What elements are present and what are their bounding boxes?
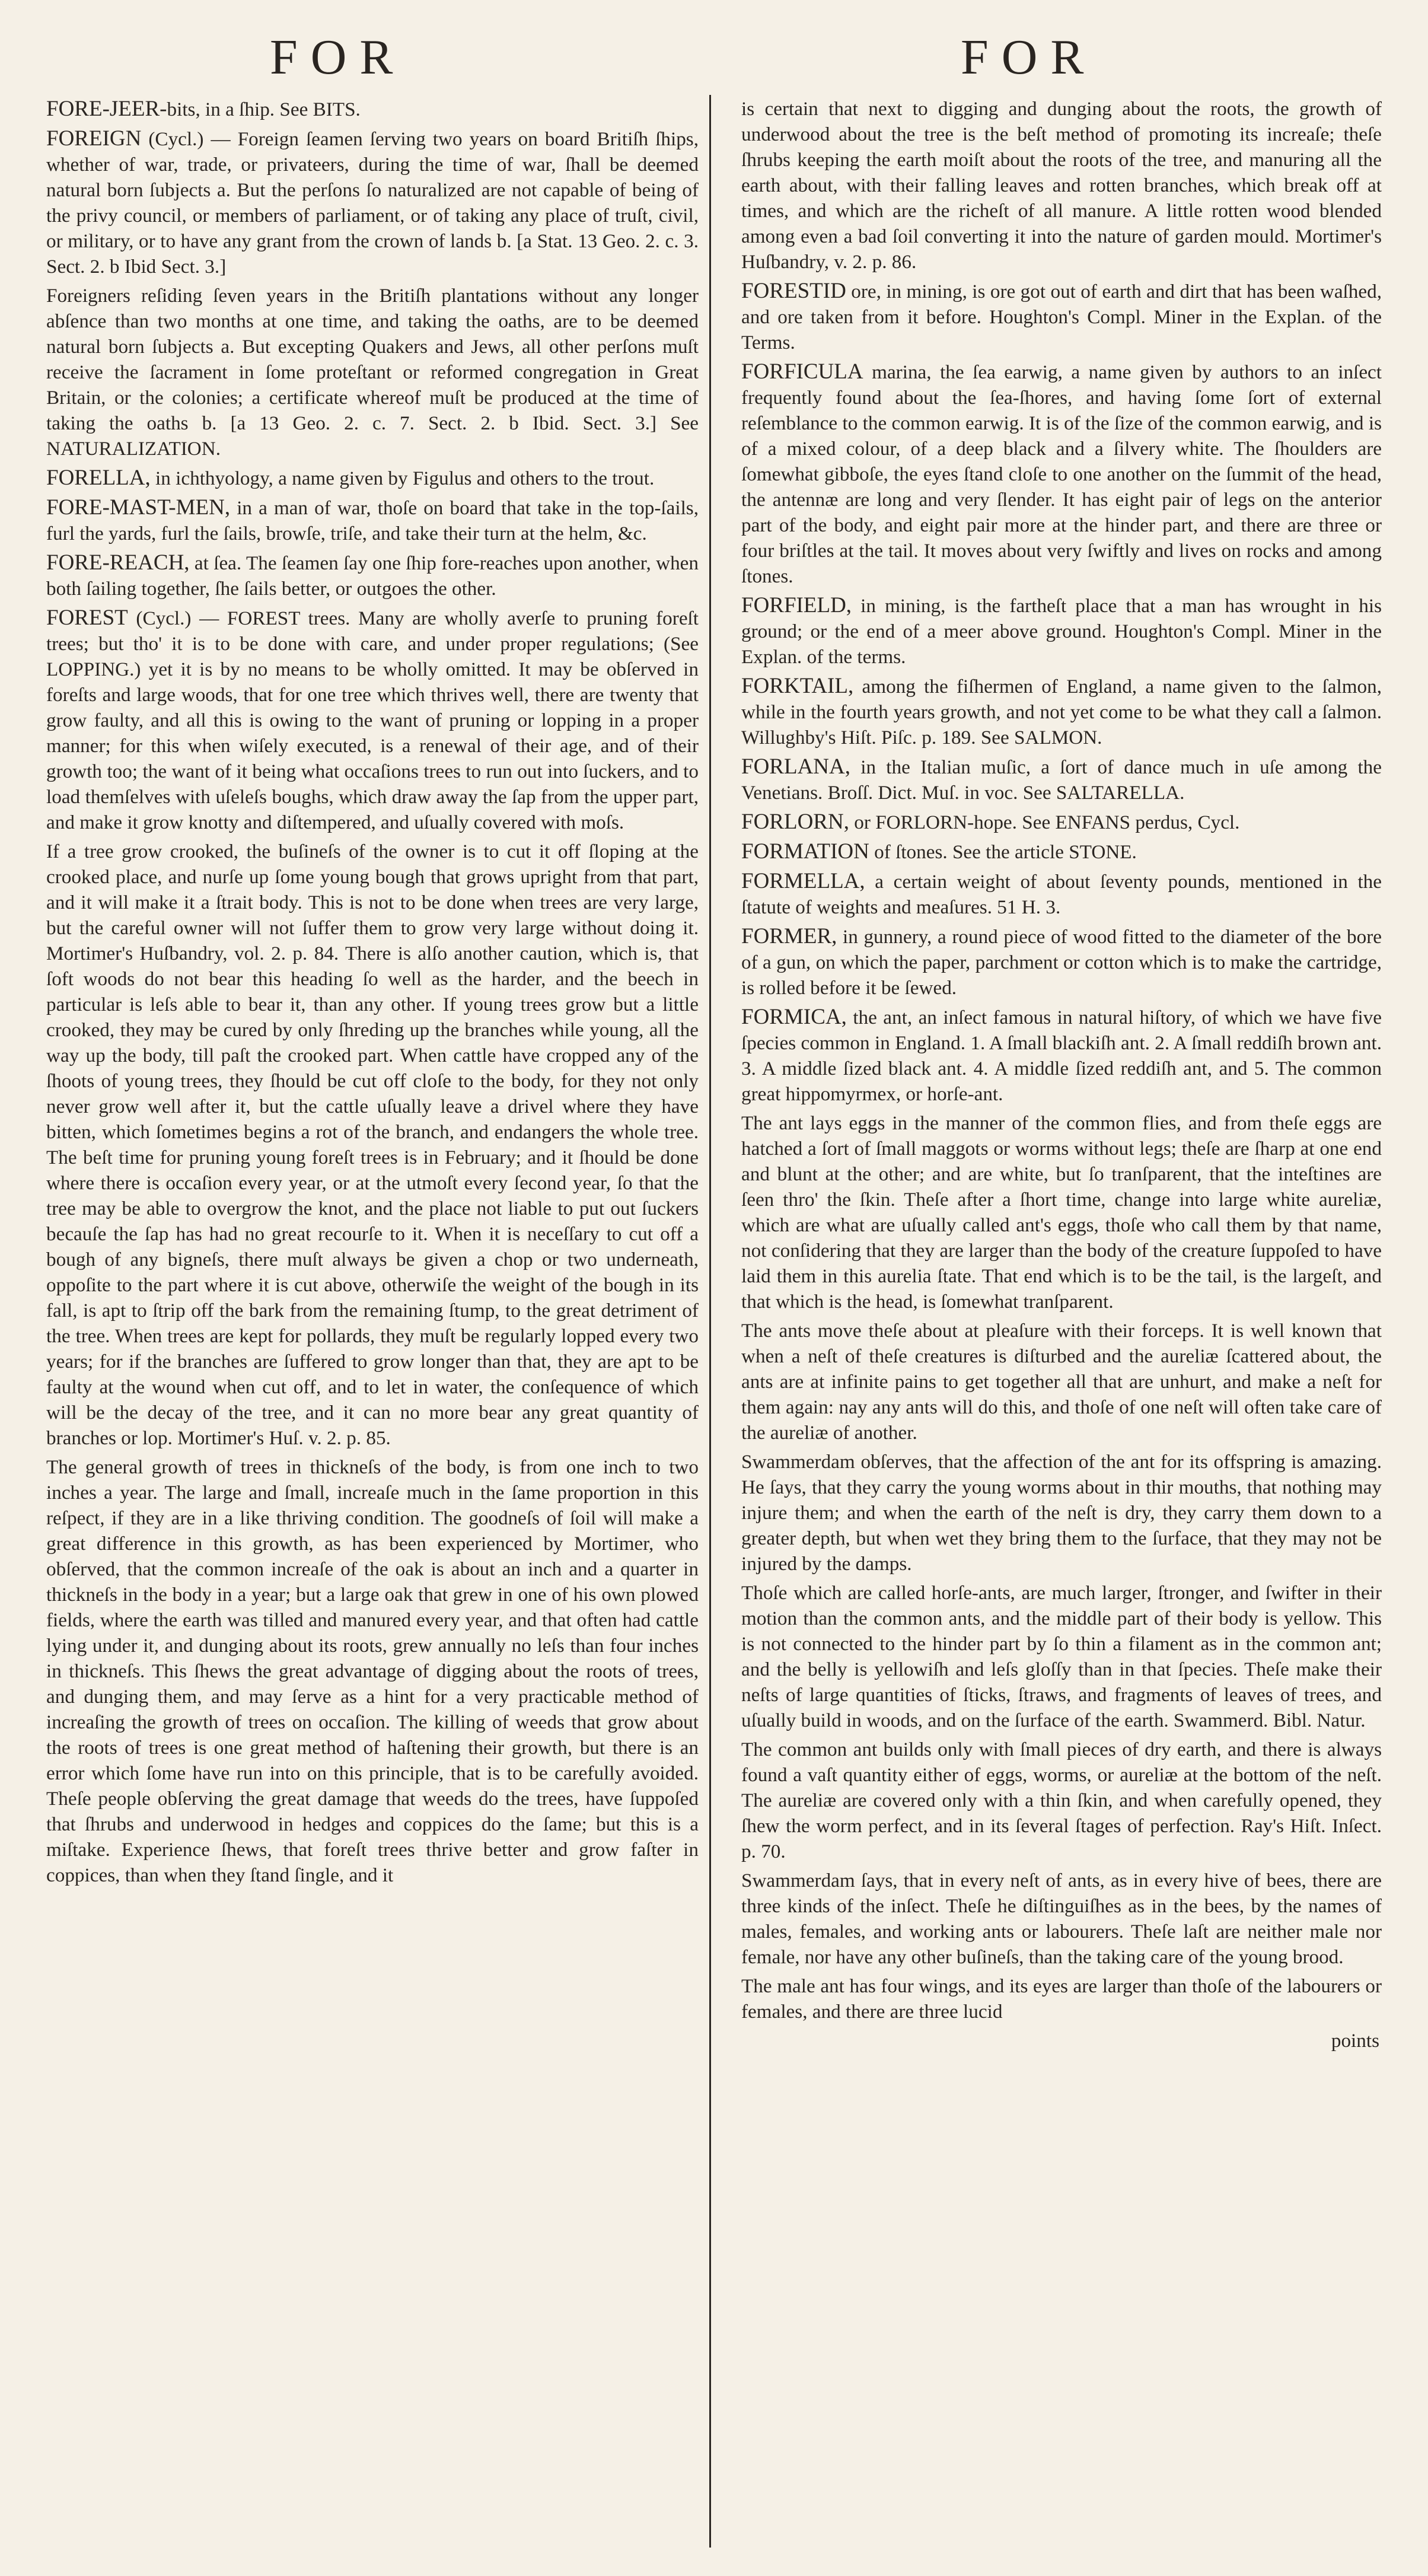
catchword: points	[1331, 2030, 1379, 2052]
entry-formica-cont-4: Thoſe which are called horſe-ants, are much larger, ſtronger, and ſwifter in their motion than the common ants, and the middle part of their body is yellow. This is not connected to the hinder part by ſo thin a filament as in the common ant; and the belly is yellowiſh and leſs gloſſy than in that ſpecies. Theſe make their neſts of large quantities of ſticks, ſtraws, and fragments of leaves of trees, and uſually build in woods, and on the ſurface of the earth. Swammerd. Bibl. Natur.	[741, 1582, 1382, 1731]
entry-forest: FOREST (Cycl.) — FOREST trees. Many are wholly averſe to pruning foreſt trees; but tho' it is to be done with care, and under proper regulations; (See LOPPING.) yet it is by no means to be wholly omitted. It may be obſerved in foreſts and large woods, that for one tree which thrives well, there are twenty that grow faulty, and all this is owing to the want of pruning or lopping in a proper manner; for this when wiſely executed, is a renewal of their age, and of their growth too; the want of it being what occaſions trees to run out into ſuckers, and to load themſelves with uſeleſs boughs, which draw away the ſap from the upper part, and make it grow knotty and diſtempered, and uſually covered with moſs.	[46, 606, 699, 833]
entry-forlana: FORLANA, in the Italian muſic, a ſort of dance much in uſe among the Venetians. Broſſ. Dict. Muſ. in voc. See SALTARELLA.	[741, 754, 1382, 804]
entry-forella: FORELLA, in ichthyology, a name given by Figulus and others to the trout.	[46, 466, 655, 490]
left-column	[46, 96, 699, 2558]
entry-formica-cont-1: The ant lays eggs in the manner of the common flies, and from theſe eggs are hatched a ſort of ſmall maggots or worms without legs; theſe are ſharp at one end and blunt at the other; and are white, but ſo tranſparent, that the inteſtines are ſeen thro' the ſkin. Theſe after a ſhort time, change into large white aureliæ, which are what are uſually called ant's eggs, thoſe who call them by that name, not conſidering that they are larger than the body of the creature ſuppoſed to have laid them in this aurelia ſtate. That end which is to be the tail, is the largeſt, and that which is the head, is ſomewhat tranſparent.	[741, 1112, 1382, 1313]
entry-forficula: FORFICULA marina, the ſea earwig, a name given by authors to an inſect frequently found about the ſea-ſhores, and having ſome ſort of external reſemblance to the common earwig. It is of the ſize of the common earwig, and is of a mixed colour, of a deep black and a ſilvery white. The ſhoulders are ſomewhat gibboſe, the eyes ſtand cloſe to one another on the ſummit of the head, the antennæ are long and very ſlender. It has eight pair of legs on the anterior part of the body, and eight pair more at the hinder part, and there are three or four briſtles at the tail. It moves about very ſwiftly and lives on rocks and among ſtones.	[741, 359, 1382, 587]
running-head-right: FOR	[961, 30, 1097, 85]
entry-formation: FORMATION of ſtones. See the article STONE.	[741, 839, 1137, 864]
right-column	[741, 96, 1382, 2558]
entry-former: FORMER, in gunnery, a round piece of wood fitted to the diameter of the bore of a gun, on which the paper, parchment or cotton which is to make the cartridge, is rolled before it be ſewed.	[741, 924, 1382, 999]
entry-formica-cont-3: Swammerdam obſerves, that the affection of the ant for its offspring is amazing. He ſays, that they carry the young worms about in thir mouths, that nothing may injure them; and when the earth of the neſt is dry, they carry them down to a greater depth, but when wet they bring them to the ſurface, that they may not be injured by the damps.	[741, 1451, 1382, 1575]
entry-forest-cont-2: The general growth of trees in thickneſs of the body, is from one inch to two inches a year. The large and ſmall, increaſe much in the ſame proportion in this reſpect, if they are in a like thriving condition. The goodneſs of ſoil will make a great difference in this growth, as has been experienced by Mortimer, who obſerved, that the common increaſe of the oak is about an inch and a quarter in thickneſs in the body in a year; but a large oak that grew in one of his own plowed fields, where the earth was tilled and manured every year, and that often had cattle lying under it, and dunging about its roots, grew annually no leſs than four inches in thickneſs. This ſhews the great advantage of digging about the roots of trees, and dunging them, and may ſerve as a hint for a very practicable method of increaſing the growth of trees on occaſion. The killing of weeds that grow about the roots of trees is one great method of haſtening their growth, but there is an error which ſome have run into on this principle, that is to be carefully avoided. Theſe people obſerving the great damage that weeds do the trees, have ſuppoſed that ſhrubs and underwood in hedges and coppices do the ſame; but this is a miſtake. Experience ſhews, that foreſt trees thrive better and grow faſter in coppices, than when they ſtand ſingle, and it	[46, 1456, 699, 1886]
entry-formica-cont-5: The common ant builds only with ſmall pieces of dry earth, and there is always found a vaſt quantity either of eggs, worms, or aureliæ at the bottom of the neſt. The aureliæ are covered only with a thin ſkin, and when carefully opened, they ſhew the worm perfect, and in its ſeveral ſtages of perfection. Ray's Hiſt. Inſect. p. 70.	[741, 1738, 1382, 1862]
entry-forktail: FORKTAIL, among the fiſhermen of England, a name given to the ſalmon, while in the fourth years growth, and not yet come to be what they call a ſalmon. Willughby's Hiſt. Piſc. p. 189. See SALMON.	[741, 674, 1382, 749]
entry-fore-mast-men: FORE-MAST-MEN, in a man of war, thoſe on board that take in the top-ſails, furl the yards, furl the ſails, browſe, triſe, and take their turn at the helm, &c.	[46, 495, 699, 545]
entry-fore-reach: FORE-REACH, at ſea. The ſeamen ſay one ſhip fore-reaches upon another, when both ſailing together, ſhe ſails better, or outgoes the other.	[46, 550, 699, 600]
entry-formica-cont-7: The male ant has four wings, and its eyes are larger than thoſe of the labourers or females, and there are three lucid	[741, 1975, 1382, 2023]
entry-foreign-cont: Foreigners reſiding ſeven years in the Britiſh plantations without any longer abſence than two months at one time, and taking the oaths, are to be deemed natural born ſubjects a. But excepting Quakers and Jews, all other perſons muſt receive the ſacrament in ſome proteſtant or reformed congregation in Great Britain, or the colonies; a certificate whereof muſt be produced at the time of taking the oaths b. [a 13 Geo. 2. c. 7. Sect. 2. b Ibid. Sect. 3.] See NATURALIZATION.	[46, 285, 699, 460]
entry-forestid: FORESTID ore, in mining, is ore got out of earth and dirt that has been waſhed, and ore taken from it before. Houghton's Compl. Miner in the Explan. of the Terms.	[741, 279, 1382, 354]
entry-forest-cont-3: is certain that next to digging and dunging about the roots, the growth of underwood about the tree is the beſt method of promoting its increaſe; theſe ſhrubs keeping the earth moiſt about the roots of the tree, and manuring all the earth about, with their falling leaves and rotten branches, which break off at times, and which are the richeſt of all manure. A little rotten wood blended among even a bad ſoil converting it into the nature of garden mould. Mortimer's Huſbandry, v. 2. p. 86.	[741, 98, 1382, 273]
entry-fore-jeer: FORE-JEER-bits, in a ſhip. See BITS.	[46, 97, 361, 121]
entry-foreign: FOREIGN (Cycl.) — Foreign ſeamen ſerving two years on board Britiſh ſhips, whether of war, trade, or privateers, during the time of war, ſhall be deemed natural born ſubjects a. But the perſons ſo naturalized are not capable of being of the privy council, or members of parliament, or of taking any place of truſt, civil, or military, or to have any grant from the crown of lands b. [a Stat. 13 Geo. 2. c. 3. Sect. 2. b Ibid Sect. 3.]	[46, 126, 699, 278]
running-head-left: FOR	[270, 30, 406, 85]
entry-formica-cont-2: The ants move theſe about at pleaſure with their forceps. It is well known that when a neſt of theſe creatures is diſturbed and the aureliæ ſcattered about, the ants are at infinite pains to get together all that are unhurt, and make a neſt for them again: nay any ants will do this, and thoſe of one neſt will often take care of the aureliæ of another.	[741, 1320, 1382, 1444]
entry-forfield: FORFIELD, in mining, is the fartheſt place that a man has wrought in his ground; or the end of a meer above ground. Houghton's Compl. Miner in the Explan. of the terms.	[741, 593, 1382, 668]
page-header	[0, 28, 1428, 94]
column-divider	[709, 95, 711, 2548]
entry-forlorn: FORLORN, or FORLORN-hope. See ENFANS perdus, Cycl.	[741, 810, 1240, 834]
entry-formica-cont-6: Swammerdam ſays, that in every neſt of ants, as in every hive of bees, there are three kinds of the inſect. Theſe he diſtinguiſhes as in the bees, by the names of males, females, and working ants or labourers. Theſe laſt are neither male nor female, nor have any other buſineſs, than the taking care of the young brood.	[741, 1870, 1382, 1968]
entry-formella: FORMELLA, a certain weight of about ſeventy pounds, mentioned in the ſtatute of weights and meaſures. 51 H. 3.	[741, 869, 1382, 918]
entry-formica: FORMICA, the ant, an inſect famous in natural hiſtory, of which we have five ſpecies common in England. 1. A ſmall blackiſh ant. 2. A ſmall reddiſh brown ant. 3. A middle ſized black ant. 4. A middle ſized reddiſh ant, and 5. The common great hippomyrmex, or horſe-ant.	[741, 1005, 1382, 1105]
entry-forest-cont-1: If a tree grow crooked, the buſineſs of the owner is to cut it off ſloping at the crooked place, and nurſe up ſome young bough that grows upright from that part, and it will make it a ſtrait body. This is not to be done when trees are very large, but the careful owner will not ſuffer them to grow very large without doing it. Mortimer's Huſbandry, vol. 2. p. 84. There is alſo another caution, which is, that ſoft woods do not bear this heading ſo well as the harder, and the beech in particular is leſs able to bear it, than any other. If young trees grow but a little crooked, they may be cured by only ſhreding up the branches while young, all the way up the body, till paſt the crooked part. When cattle have cropped any of the ſhoots of young trees, they ſhould be cut off cloſe to the body, for they not only never grow well after it, but the cattle uſually leave a drivel where they have bitten, which ſometimes begins a rot of the branch, and endangers the whole tree. The beſt time for pruning young foreſt trees is in February; and it ſhould be done where there is occaſion every year, or at the utmoſt every ſecond year, ſo that the tree may be able to overgrow the knot, and the place not liable to put out ſuckers becauſe the ſap has had no great recourſe to it. When it is neceſſary to cut off a bough of any bigneſs, there muſt always be given a chop or two underneath, oppoſite to the part where it is cut above, otherwiſe the weight of the bough in its fall, is apt to ſtrip off the bark from the remaining ſtump, to the great detriment of the tree. When trees are kept for pollards, they muſt be regularly lopped every two years; for if the branches are ſuffered to grow longer than that, they are apt to be faulty at the wound when cut off, and to let in water, the conſequence of which will be the decay of the tree, and it can no more bear any great quantity of branches or lop. Mortimer's Huſ. v. 2. p. 85.	[46, 840, 699, 1449]
